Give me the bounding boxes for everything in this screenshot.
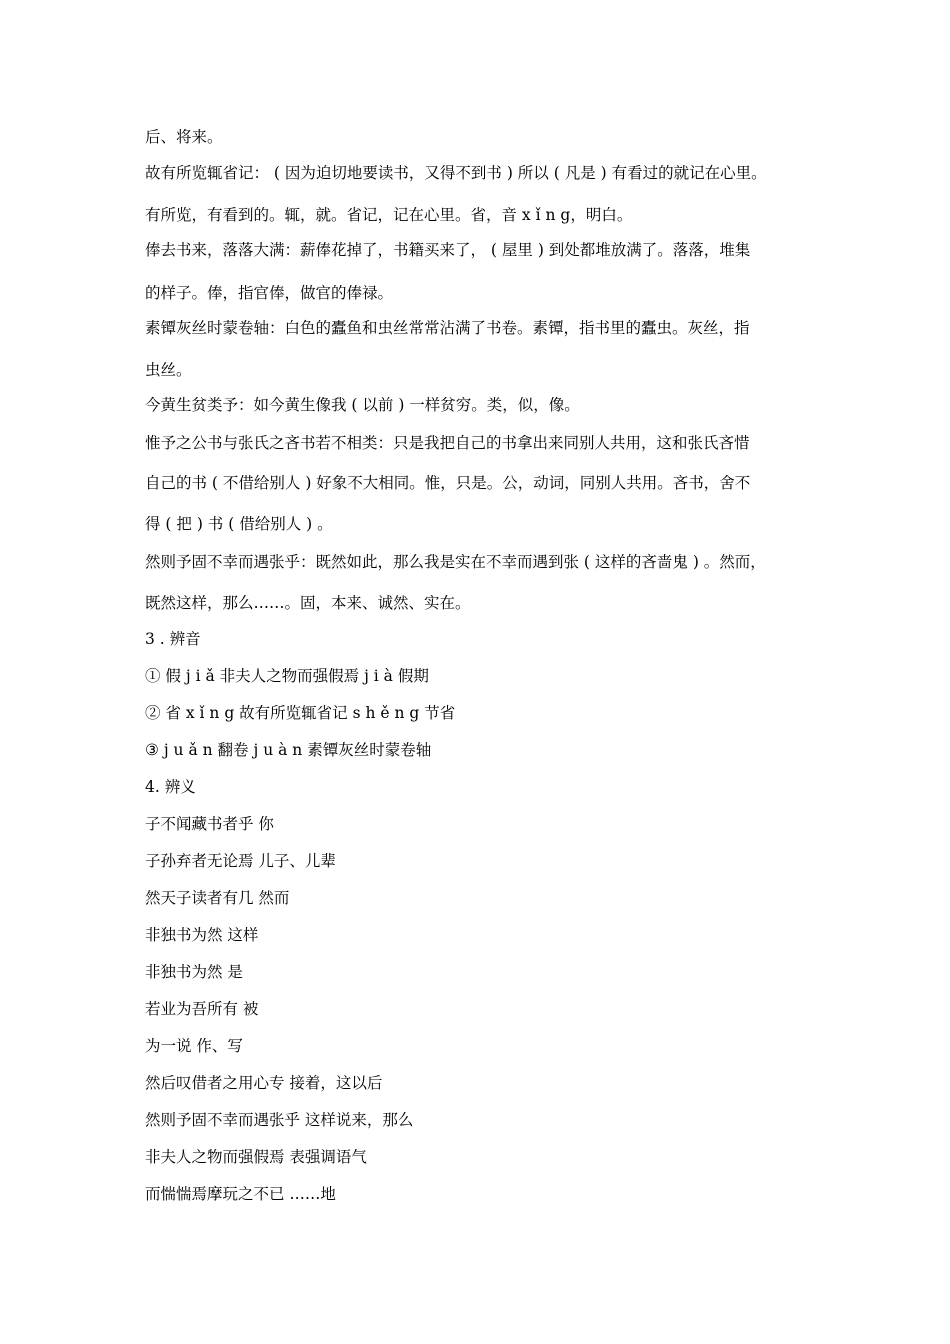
text-line: 子不闻藏书者乎 你 [145,815,274,833]
text-line: 的样子。俸，指官俸，做官的俸禄。 [145,284,394,302]
text-line: 惟予之公书与张氏之吝书若不相类：只是我把自己的书拿出来同别人共用，这和张氏吝惜 [145,434,750,452]
text-line: ① 假 j i ǎ 非夫人之物而强假焉 j i à 假期 [145,667,429,685]
text-line: 后、将来。 [145,128,223,146]
text-line: 非夫人之物而强假焉 表强调语气 [145,1148,367,1166]
section-heading: 4. 辨义 [145,778,196,796]
text-line: 非独书为然 是 [145,963,243,981]
text-line: 然后叹借者之用心专 接着，这以后 [145,1074,383,1092]
text-line: 俸去书来，落落大满：薪俸花掉了，书籍买来了， ( 屋里 ) 到处都堆放满了。落落，堆集 [145,241,751,259]
text-line: 既然这样，那么……。固，本来、诚然、实在。 [145,594,471,612]
text-line: 非独书为然 这样 [145,926,259,944]
text-line: ② 省 x ǐ n g 故有所览辄省记 s h ě n g 节省 [145,704,456,722]
text-line: 虫丝。 [145,361,192,379]
text-line: 素镡灰丝时蒙卷轴：白色的蠹鱼和虫丝常常沾满了书卷。素镡，指书里的蠹虫。灰丝，指 [145,319,750,337]
text-line: 为一说 作、写 [145,1037,243,1055]
section-heading: 3 . 辨音 [145,630,201,648]
text-line: 然天子读者有几 然而 [145,889,290,907]
text-line: 子孙弃者无论焉 儿子、儿辈 [145,852,336,870]
text-line: 自己的书 ( 不借给别人 ) 好象不大相同。惟，只是。公，动词，同别人共用。吝书，舍不 [145,474,751,492]
text-line: 故有所览辄省记： ( 因为迫切地要读书，又得不到书 ) 所以 ( 凡是 ) 有看过的就记在心里。 [145,164,767,182]
text-line: ③ j u ǎ n 翻卷 j u à n 素镡灰丝时蒙卷轴 [145,741,432,759]
text-line: 然则予固不幸而遇张乎 这样说来，那么 [145,1111,414,1129]
text-line: 今黄生贫类予：如今黄生像我 ( 以前 ) 一样贫穷。类，似，像。 [145,396,580,414]
text-line: 而惴惴焉摩玩之不已 ……地 [145,1185,336,1203]
text-line: 然则予固不幸而遇张乎：既然如此，那么我是实在不幸而遇到张 ( 这样的吝啬鬼 ) 。然而， [145,553,766,571]
text-line: 若业为吾所有 被 [145,1000,259,1018]
text-line: 得 ( 把 ) 书 ( 借给别人 ) 。 [145,515,333,533]
text-line: 有所览，有看到的。辄，就。省记，记在心里。省，音 x ǐ n g，明白。 [145,206,633,224]
